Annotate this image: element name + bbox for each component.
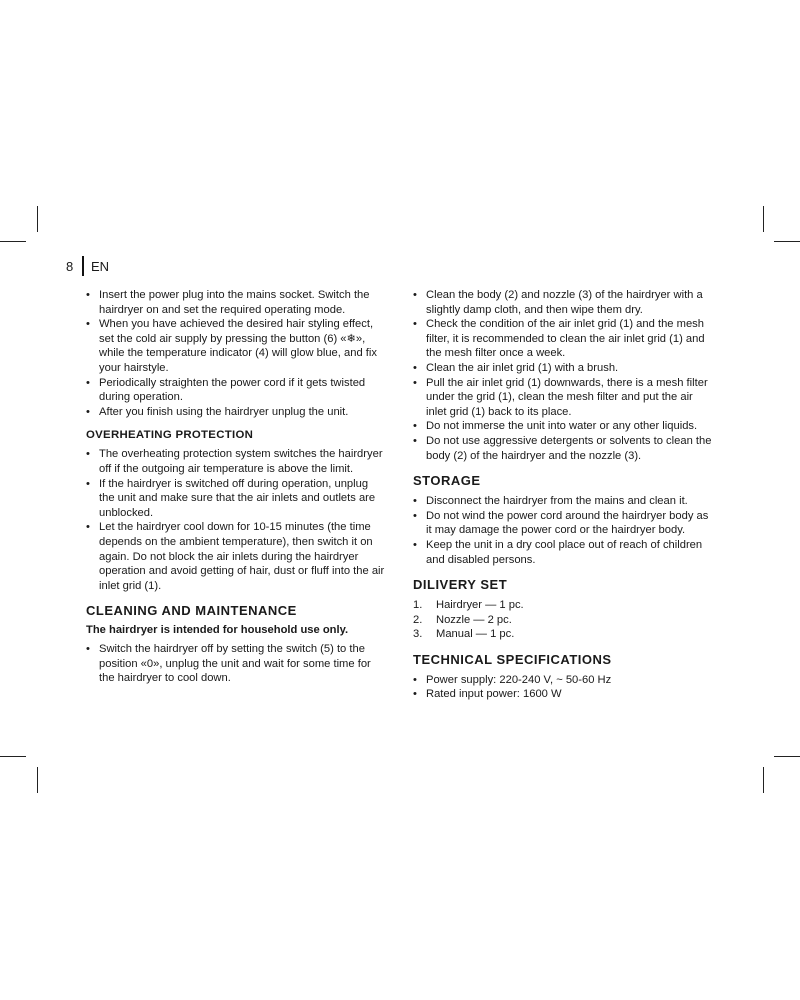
list-item: • Clean the body (2) and nozzle (3) of the hairdryer with a slightly damp cloth, and then wipe them dry. <box>413 288 713 317</box>
tech-specs-list <box>413 673 713 702</box>
list-item: • Do not wind the power cord around the hairdryer body as it may damage the power cord or the hairdryer body. <box>413 509 713 538</box>
list-item: • The overheating protection system switches the hairdryer off if the outgoing air temperature is above the limit. <box>86 447 386 476</box>
overheating-heading: OVERHEATING PROTECTION <box>86 429 254 442</box>
list-item: • Do not immerse the unit into water or any other liquids. <box>413 419 713 434</box>
item-number: 1. <box>413 599 423 612</box>
list-item: • Clean the air inlet grid (1) with a brush. <box>413 361 713 376</box>
list-item <box>413 627 713 642</box>
tech-specs-heading: TECHNICAL SPECIFICATIONS <box>413 651 612 667</box>
crop-mark <box>774 241 800 242</box>
list-item: • When you have achieved the desired hair styling effect, set the cold air supply by pressing the button (6) «❄», while the temperature indicator (4) will glow blue, and fix your hairstyle. <box>86 317 386 375</box>
crop-mark <box>763 206 764 232</box>
list-item: • Switch the hairdryer off by setting the switch (5) to the position «0», unplug the unit and wait for some time for the hairdryer to cool down. <box>86 642 386 686</box>
page-header <box>66 256 109 276</box>
delivery-set-list <box>413 598 713 642</box>
list-item: • Rated input power: 1600 W <box>413 687 713 702</box>
list-item <box>413 613 713 628</box>
list-item: • Power supply: 220-240 V, ~ 50-60 Hz <box>413 673 713 688</box>
delivery-set-heading: DILIVERY SET <box>413 577 508 593</box>
list-item: • Do not use aggressive detergents or solvents to clean the body (2) of the hairdryer and the nozzle (3). <box>413 434 713 463</box>
crop-mark <box>0 756 26 757</box>
storage-list <box>413 494 713 567</box>
header-divider <box>82 256 84 276</box>
list-item: • After you finish using the hairdryer unplug the unit. <box>86 405 386 420</box>
operation-list <box>86 288 386 419</box>
list-item: • Pull the air inlet grid (1) downwards, there is a mesh filter under the grid (1), clean the mesh filter and put the air inlet grid (1) back to its place. <box>413 376 713 420</box>
storage-heading: STORAGE <box>413 473 481 489</box>
overheating-list <box>86 447 386 593</box>
cleaning-list-left <box>86 642 386 686</box>
crop-mark <box>763 767 764 793</box>
list-item: • Check the condition of the air inlet grid (1) and the mesh filter, it is recommended to clean the air inlet grid (1) and the mesh filter once a week. <box>413 317 713 361</box>
crop-mark <box>37 767 38 793</box>
cleaning-list-right <box>413 288 713 463</box>
list-item: • Let the hairdryer cool down for 10-15 minutes (the time depends on the ambient temperature), then switch it on again. Do not block the air inlets during the hairdryer operation and avoid getting of hair, dust or fluff into the air inlet grid (1). <box>86 520 386 593</box>
list-item: • Periodically straighten the power cord if it gets twisted during operation. <box>86 376 386 405</box>
language-label: EN <box>91 258 110 274</box>
list-item: • Insert the power plug into the mains socket. Switch the hairdryer on and set the required operating mode. <box>86 288 386 317</box>
list-item: • If the hairdryer is switched off during operation, unplug the unit and make sure that the air inlets and outlets are unblocked. <box>86 477 386 521</box>
page-number: 8 <box>66 258 74 274</box>
item-text: Nozzle — 2 pc. <box>436 613 512 626</box>
left-column <box>86 288 386 686</box>
right-column <box>413 288 713 702</box>
item-text: Hairdryer — 1 pc. <box>436 599 524 612</box>
cleaning-heading: CLEANING AND MAINTENANCE <box>86 603 297 619</box>
crop-mark <box>774 756 800 757</box>
item-number: 3. <box>413 628 423 641</box>
list-item: • Keep the unit in a dry cool place out of reach of children and disabled persons. <box>413 538 713 567</box>
crop-mark <box>37 206 38 232</box>
list-item: • Disconnect the hairdryer from the mains and clean it. <box>413 494 713 509</box>
item-number: 2. <box>413 613 423 626</box>
list-item <box>413 598 713 613</box>
crop-mark <box>0 241 26 242</box>
household-use-note: The hairdryer is intended for household use only. <box>86 624 349 637</box>
item-text: Manual — 1 pc. <box>436 628 515 641</box>
